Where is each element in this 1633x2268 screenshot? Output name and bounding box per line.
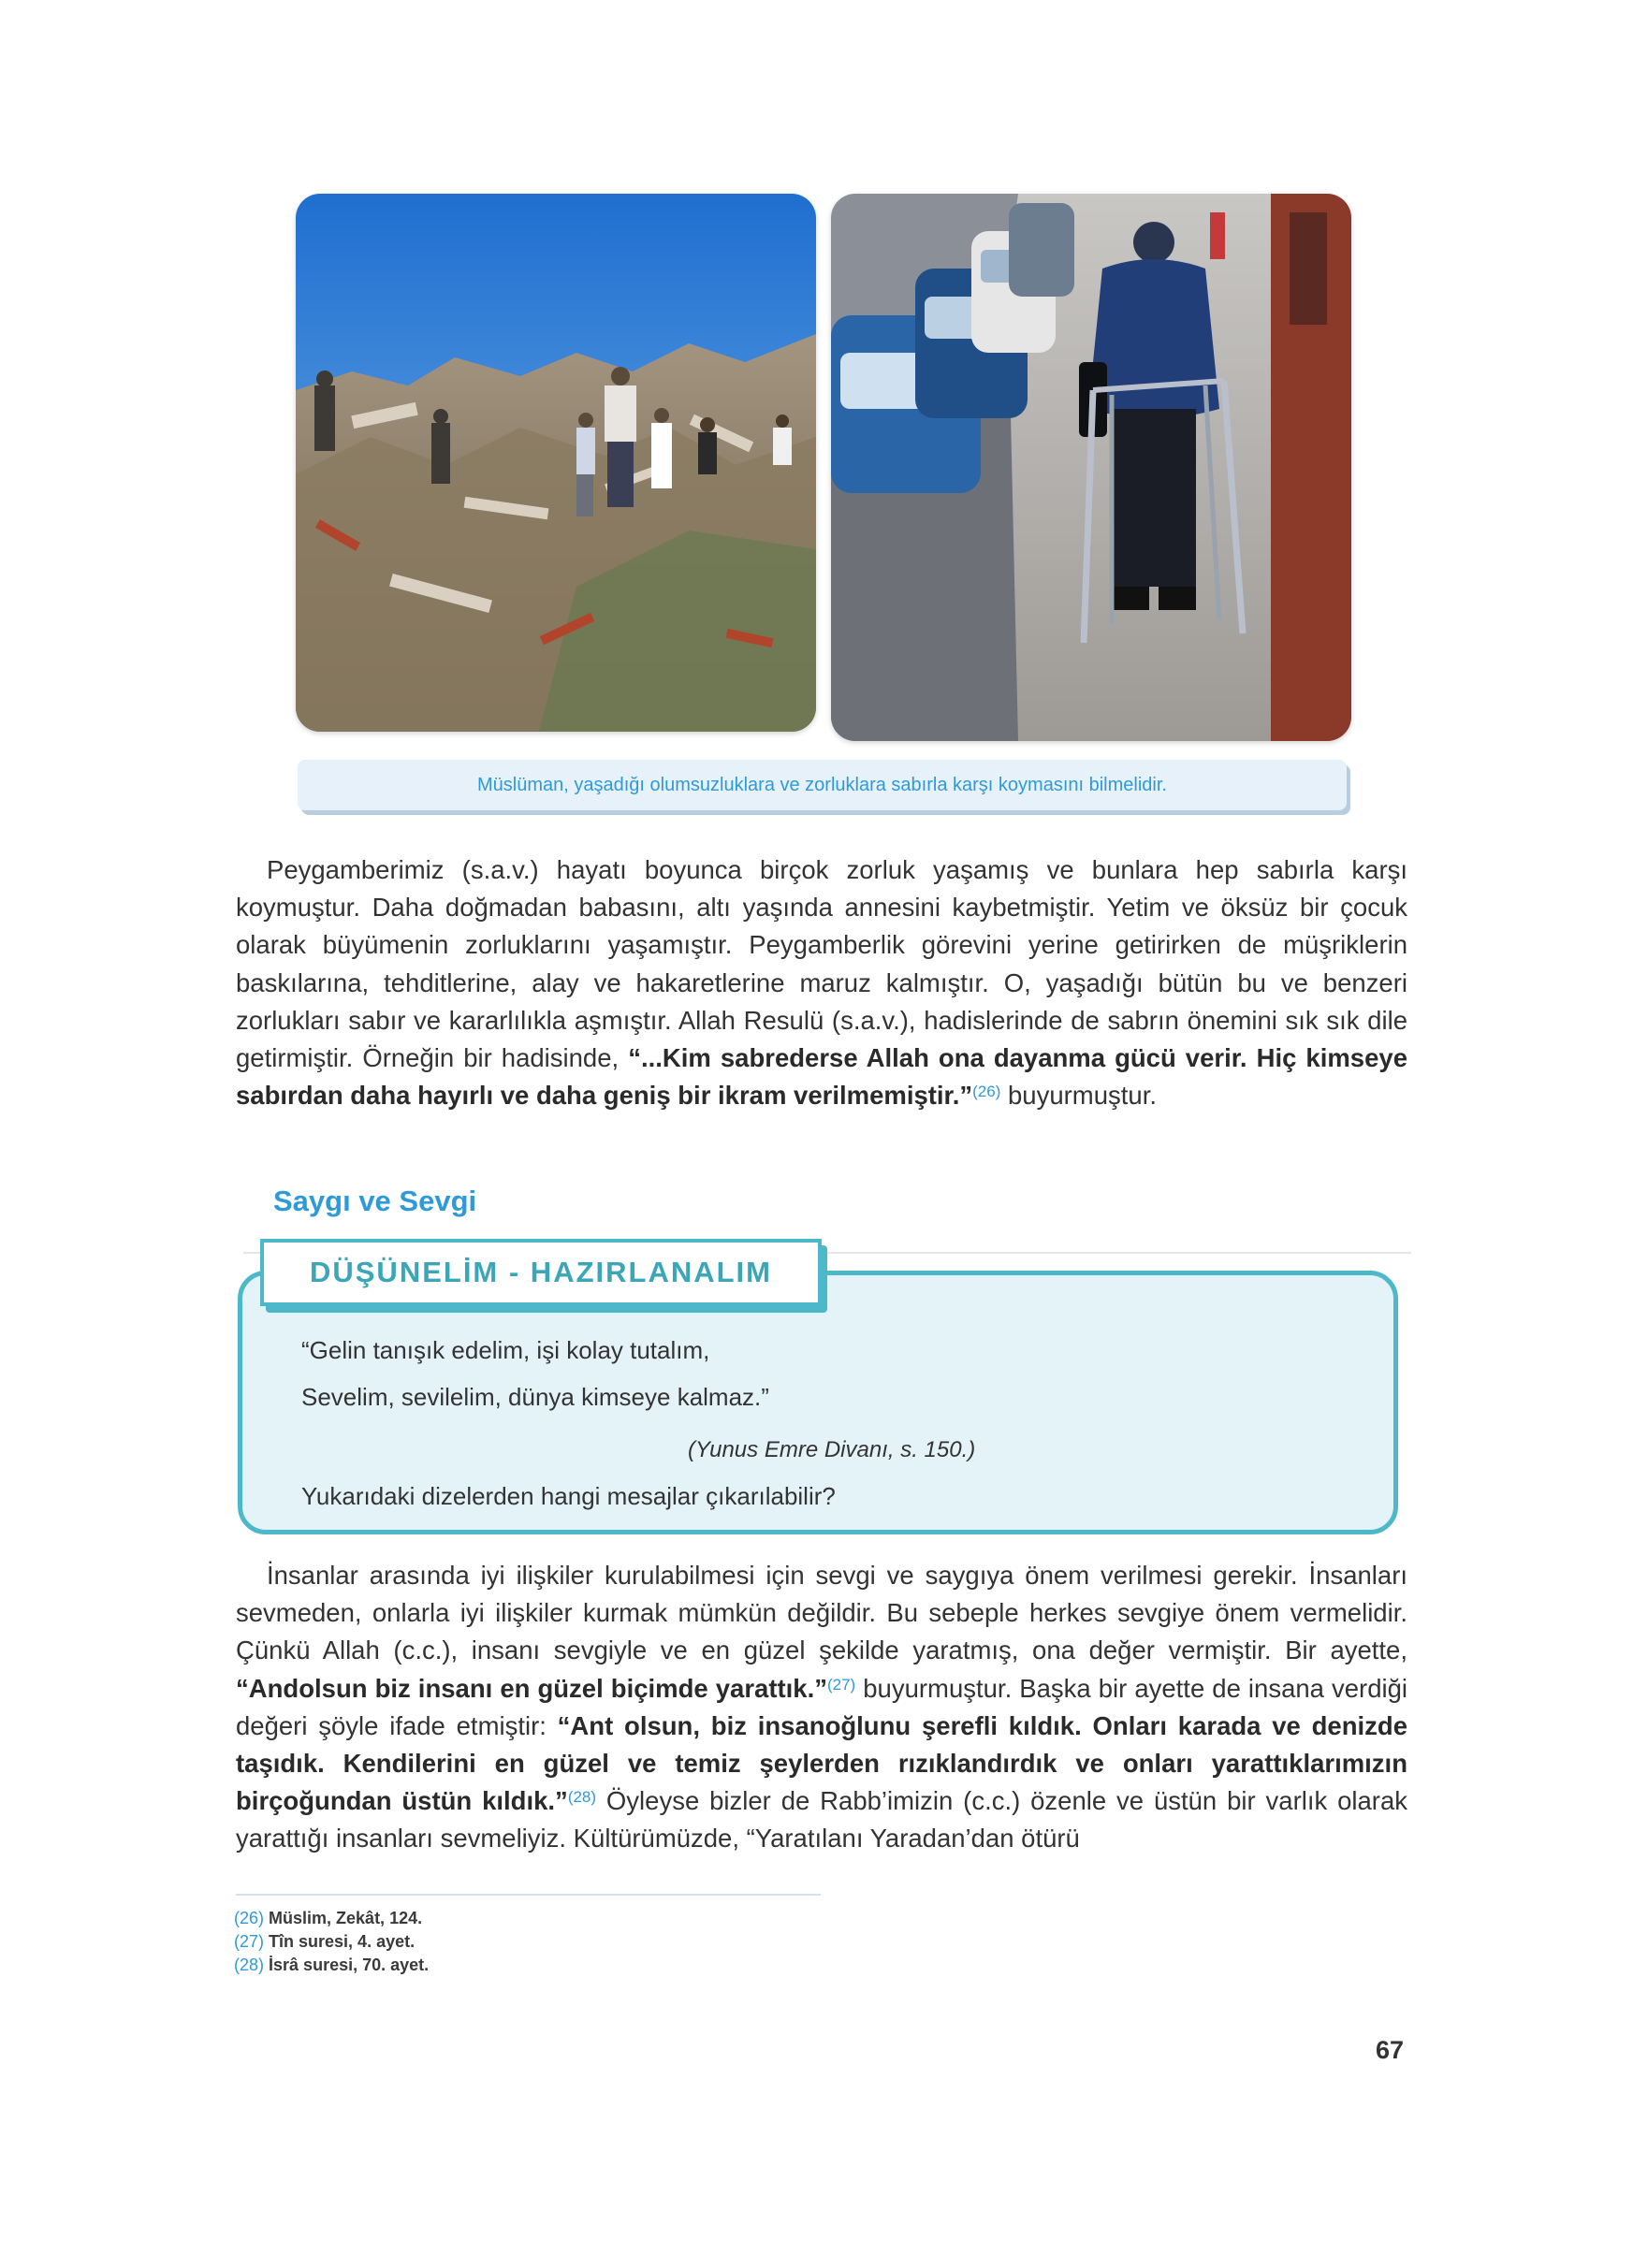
patience-end: buyurmuştur. — [1000, 1081, 1157, 1111]
footnote-number: (26) — [234, 1909, 265, 1927]
elderly-man-walker-photo — [831, 194, 1351, 741]
footnote-text: İsrâ suresi, 70. ayet. — [269, 1955, 430, 1974]
footnote-number: (27) — [234, 1932, 265, 1951]
love-respect-paragraph-text — [236, 1557, 1407, 1858]
love-part-3: Öyleyse bizler de Rabb’imizin (c.c.) özenle ve üstün bir varlık olarak yarattığı insanları sevmeliyiz. Kültürümüzde, “Yaratılanı Yaradan’dan ötürü — [236, 1786, 1408, 1854]
box-heading-tab — [260, 1239, 822, 1306]
photo-caption — [298, 760, 1347, 810]
footnote-text: Müslim, Zekât, 124. — [269, 1909, 423, 1927]
footnote-number: (28) — [234, 1955, 265, 1974]
hadith-quote: “...Kim sabrederse Allah ona dayanma gücü verir. Hiç kimseye sabırdan daha hayırlı ve daha geniş bir ikram verilmemiştir.” — [236, 1043, 1407, 1111]
footnote-divider — [236, 1894, 821, 1896]
photo-caption-text: Müslüman, yaşadığı olumsuzluklara ve zorluklara sabırla karşı koymasını bilmelidir. — [477, 774, 1167, 795]
patience-paragraph — [236, 851, 1407, 1114]
ayah-quote-1: “Andolsun biz insanı en güzel biçimde yarattık.” — [236, 1673, 827, 1703]
footnote-27 — [234, 1932, 415, 1952]
love-part-2: buyurmuştur. Başka bir ayette de insana verdiği değeri şöyle ifade etmiştir: — [236, 1673, 1408, 1740]
poem-source: (Yunus Emre Divanı, s. 150.) — [688, 1437, 976, 1462]
footnote-ref-26[interactable]: (26) — [972, 1083, 1001, 1101]
footnote-text: Tîn suresi, 4. ayet. — [269, 1932, 416, 1951]
patience-intro: Peygamberimiz (s.a.v.) hayatı boyunca birçok zorluk yaşamış ve bunlara hep sabırla karşı koymuştur. Daha doğmadan babasını, altı yaşında annesini kaybetmiştir. Yetim ve öksüz bir çocuk olarak büyümenin zorluklarını yaşamıştır. Peygamberlik görevini yerine getirirken de müşriklerin baskılarına, tehditlerine, alay ve hakaretlerine maruz kalmıştır. O, yaşadığı bütün bu ve benzeri zorlukları sabır ve kararlılıkla aşmıştır. Allah Resulü (s.a.v.), hadislerinde de sabrın önemini sık sık dile getirmiştir. Örneğin bir hadisinde, — [236, 855, 1407, 1073]
box-heading: DÜŞÜNELİM - HAZIRLANALIM — [309, 1256, 772, 1288]
footnote-ref-28[interactable]: (28) — [567, 1788, 597, 1807]
love-respect-paragraph — [236, 1557, 1407, 1858]
patience-paragraph-text — [236, 851, 1407, 1114]
ayah-quote-2: “Ant olsun, biz insanoğlunu şerefli kıldık. Onları karada ve denizde taşıdık. Kendilerini en güzel ve temiz şeylerden rızıklandırdık ve onları yarattıklarımızın birçoğundan üstün kıldık.” — [236, 1710, 1407, 1816]
earthquake-rubble-photo — [296, 194, 816, 732]
poem-line-2: Sevelim, sevilelim, dünya kimseye kalmaz.” — [301, 1383, 769, 1411]
poem-line-1: “Gelin tanışık edelim, işi kolay tutalım, — [301, 1336, 710, 1364]
footnote-ref-27[interactable]: (27) — [826, 1675, 856, 1694]
earthquake-rubble-image — [296, 194, 816, 732]
footnote-26 — [234, 1909, 422, 1928]
love-part-1: İnsanlar arasında iyi ilişkiler kurulabilmesi için sevgi ve saygıya önem verilmesi gerekir. İnsanları sevmeden, onlarla iyi ilişkiler kurmak mümkün değildir. Bu sebeple herkes sevgiye önem vermelidir. Çünkü Allah (c.c.), insanı sevgiyle ve en güzel şekilde yaratmış, ona değer vermiştir. Bir ayette, — [236, 1561, 1407, 1665]
elderly-man-walker-image — [831, 194, 1351, 741]
section-title: Saygı ve Sevgi — [273, 1185, 477, 1217]
footnote-28 — [234, 1955, 429, 1975]
page-number: 67 — [1376, 2036, 1405, 2064]
box-question: Yukarıdaki dizelerden hangi mesajlar çıkarılabilir? — [301, 1482, 836, 1510]
